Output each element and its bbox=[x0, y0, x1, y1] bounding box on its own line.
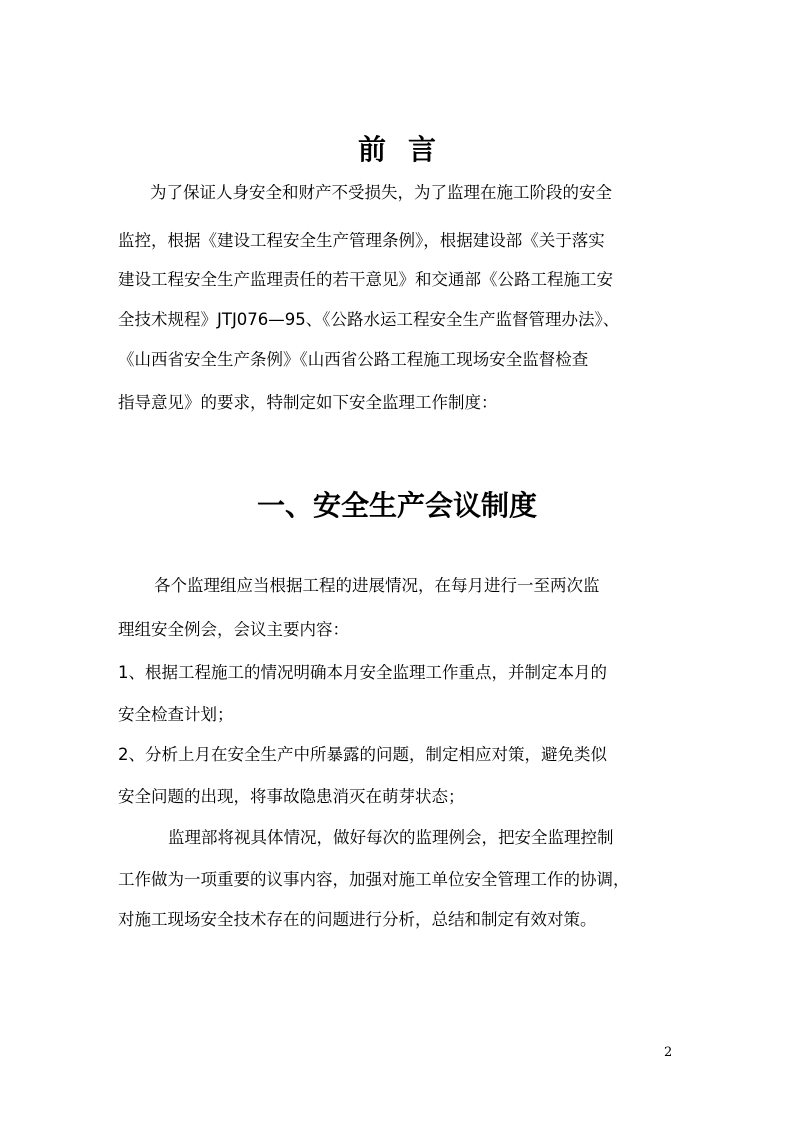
section-one-line: 理组安全例会，会议主要内容： bbox=[118, 620, 349, 639]
page-number: 2 bbox=[664, 1045, 673, 1060]
preface-line: 监控，根据《建设工程安全生产管理条例》，根据建设部《关于落实 bbox=[118, 231, 605, 250]
section-one-line: 工作做为一项重要的议事内容，加强对施工单位安全管理工作的协调， bbox=[118, 870, 630, 889]
preface-line: 建设工程安全生产监理责任的若干意见》和交通部《公路工程施工安 bbox=[118, 270, 613, 289]
section-one-line: 安全问题的出现，将事故隐患消灭在萌芽状态； bbox=[118, 787, 465, 806]
section-one-title: 一、安全生产会议制度 bbox=[256, 489, 537, 522]
section-one-line: 对施工现场安全技术存在的问题进行分析，总结和制定有效对策。 bbox=[118, 910, 597, 929]
section-one-line: 1、根据工程施工的情况明确本月安全监理工作重点，并制定本月的 bbox=[118, 663, 607, 682]
preface-line: 《山西省安全生产条例》《山西省公路工程施工现场安全监督检查 bbox=[118, 350, 589, 369]
section-one-line: 监理部将视具体情况，做好每次的监理例会，把安全监理控制 bbox=[168, 828, 614, 847]
preface-title: 前言 bbox=[357, 133, 458, 166]
preface-line: 为了保证人身安全和财产不受损失，为了监理在施工阶段的安全 bbox=[150, 183, 612, 202]
preface-line: 全技术规程》JTJ076—95、《公路水运工程安全生产监督管理办法》、 bbox=[118, 310, 620, 329]
preface-line: 指导意见》的要求，特制定如下安全监理工作制度： bbox=[118, 393, 498, 412]
section-one-line: 2、分析上月在安全生产中所暴露的问题，制定相应对策，避免类似 bbox=[118, 745, 607, 764]
section-one-line: 各个监理组应当根据工程的进展情况，在每月进行一至两次监 bbox=[154, 576, 600, 595]
section-one-line: 安全检查计划； bbox=[118, 705, 234, 724]
